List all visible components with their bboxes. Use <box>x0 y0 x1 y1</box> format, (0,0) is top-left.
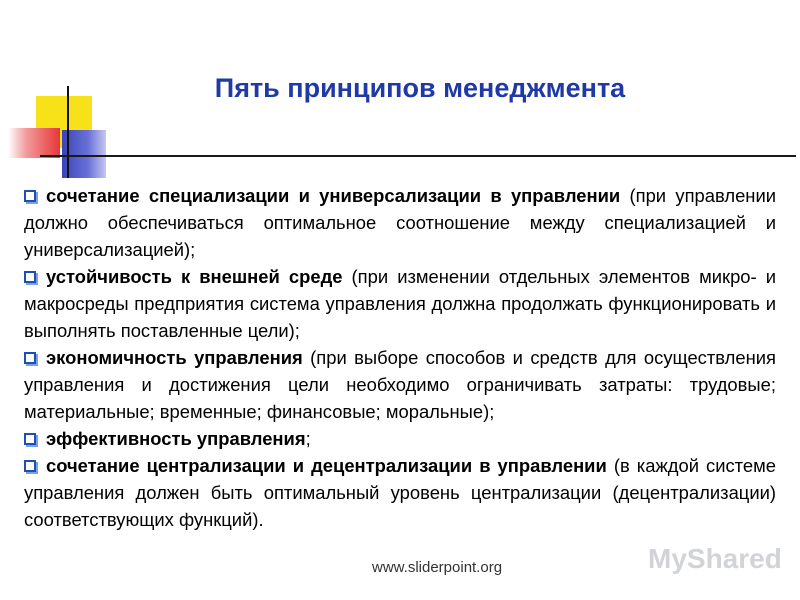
list-item <box>24 344 776 425</box>
principle-description: (при выборе способов и средств для осуществления управления и достижения цели необходимо ограничивать затраты: трудовые; материальные; временные; финансовые; моральные); <box>24 347 776 422</box>
principle-name: сочетание специализации и универсализации в управлении <box>46 185 621 206</box>
list-item <box>24 182 776 263</box>
title-divider-line <box>40 155 796 157</box>
footer-url[interactable]: www.sliderpoint.org <box>372 559 503 576</box>
list-item <box>24 425 776 452</box>
list-item <box>24 452 776 533</box>
principle-description: ; <box>305 428 311 449</box>
principle-name: сочетание централизации и децентрализации в управлении <box>46 455 607 476</box>
principle-name: экономичность управления <box>46 347 303 368</box>
principle-description: (в каждой системе управления должен быть оптимальный уровень централизации (децентрализации) соответствующих функций). <box>24 455 777 530</box>
checkbox-bullet-icon <box>24 190 36 202</box>
decorative-red-bar <box>8 128 60 158</box>
principle-name: эффективность управления <box>46 428 306 449</box>
principle-description: (при управлении должно обеспечиваться оптимальное соотношение между специализацией и универсализацией); <box>24 185 776 260</box>
principle-description: (при изменении отдельных элементов микро- и макросреды предприятия система управления должна продолжать функционировать и выполнять поставленные цели); <box>24 266 776 341</box>
checkbox-bullet-icon <box>24 271 36 283</box>
list-item <box>24 263 776 344</box>
checkbox-bullet-icon <box>24 352 36 364</box>
slide-title: Пять принципов менеджмента <box>214 73 626 103</box>
principle-name: устойчивость к внешней среде <box>46 266 343 287</box>
principles-list <box>24 182 776 533</box>
checkbox-bullet-icon <box>24 433 36 445</box>
watermark-logo: MyShared <box>648 543 782 574</box>
checkbox-bullet-icon <box>24 460 36 472</box>
decorative-vertical-line <box>67 86 69 178</box>
